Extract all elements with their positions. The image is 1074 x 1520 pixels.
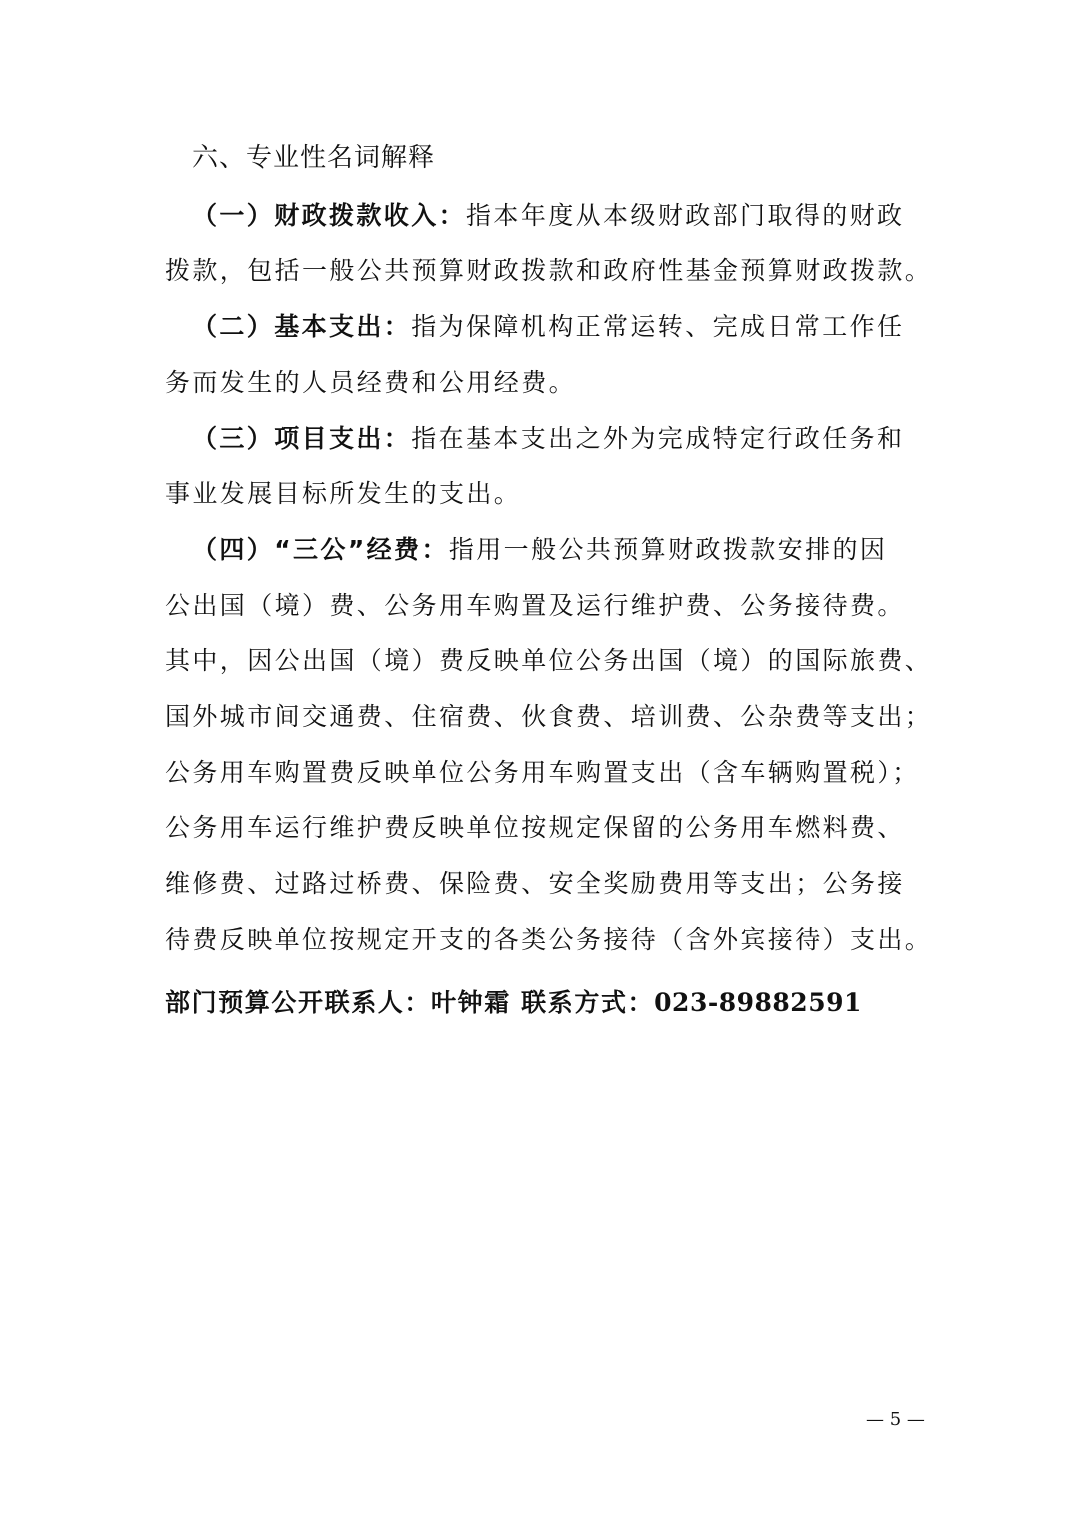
paragraph-3-line-1: [192, 421, 932, 457]
contact-phone: 023-89882591: [654, 988, 862, 1017]
section-heading: 六、专业性名词解释: [192, 143, 436, 173]
paragraph-2-line-2: 务而发生的人员经费和公用经费。: [165, 368, 577, 397]
definition-text: 指在基本支出之外为完成特定行政任务和: [411, 424, 905, 453]
term-project-expenditure: （三）项目支出：: [192, 424, 412, 453]
paragraph-2-line-1: [192, 309, 932, 345]
paragraph-4-line-5: 公务用车购置费反映单位公务用车购置支出（含车辆购置税）；: [165, 758, 920, 787]
definition-text: 指本年度从本级财政部门取得的财政: [466, 201, 905, 230]
paragraph-4-line-4: 国外城市间交通费、住宿费、伙食费、培训费、公杂费等支出；: [165, 702, 933, 731]
paragraph-4-line-3: 其中，因公出国（境）费反映单位公务出国（境）的国际旅费、: [165, 646, 933, 675]
definition-text: 指为保障机构正常运转、完成日常工作任: [411, 312, 905, 341]
contact-person-name: 叶钟霜: [431, 988, 511, 1017]
contact-line: [165, 985, 862, 1021]
contact-person-label: 部门预算公开联系人：: [165, 988, 432, 1017]
page-number: — 5 —: [866, 1409, 925, 1430]
term-three-public-expenses: （四）“三公”经费：: [192, 535, 449, 564]
term-basic-expenditure: （二）基本支出：: [192, 312, 412, 341]
paragraph-4-line-8: 待费反映单位按规定开支的各类公务接待（含外宾接待）支出。: [165, 925, 933, 954]
term-fiscal-appropriation-income: （一）财政拨款收入：: [192, 201, 467, 230]
paragraph-3-line-2: 事业发展目标所发生的支出。: [165, 479, 522, 508]
paragraph-4-line-1: [192, 532, 932, 568]
definition-text: 指用一般公共预算财政拨款安排的因: [448, 535, 888, 564]
paragraph-4-line-7: 维修费、过路过桥费、保险费、安全奖励费用等支出；公务接: [165, 869, 905, 898]
paragraph-4-line-6: 公务用车运行维护费反映单位按规定保留的公务用车燃料费、: [165, 813, 905, 842]
paragraph-4-line-2: 公出国（境）费、公务用车购置及运行维护费、公务接待费。: [165, 591, 905, 620]
paragraph-1-line-2: 拨款，包括一般公共预算财政拨款和政府性基金预算财政拨款。: [165, 256, 933, 285]
paragraph-1-line-1: [192, 198, 932, 234]
contact-method-label: 联系方式：: [521, 988, 655, 1017]
